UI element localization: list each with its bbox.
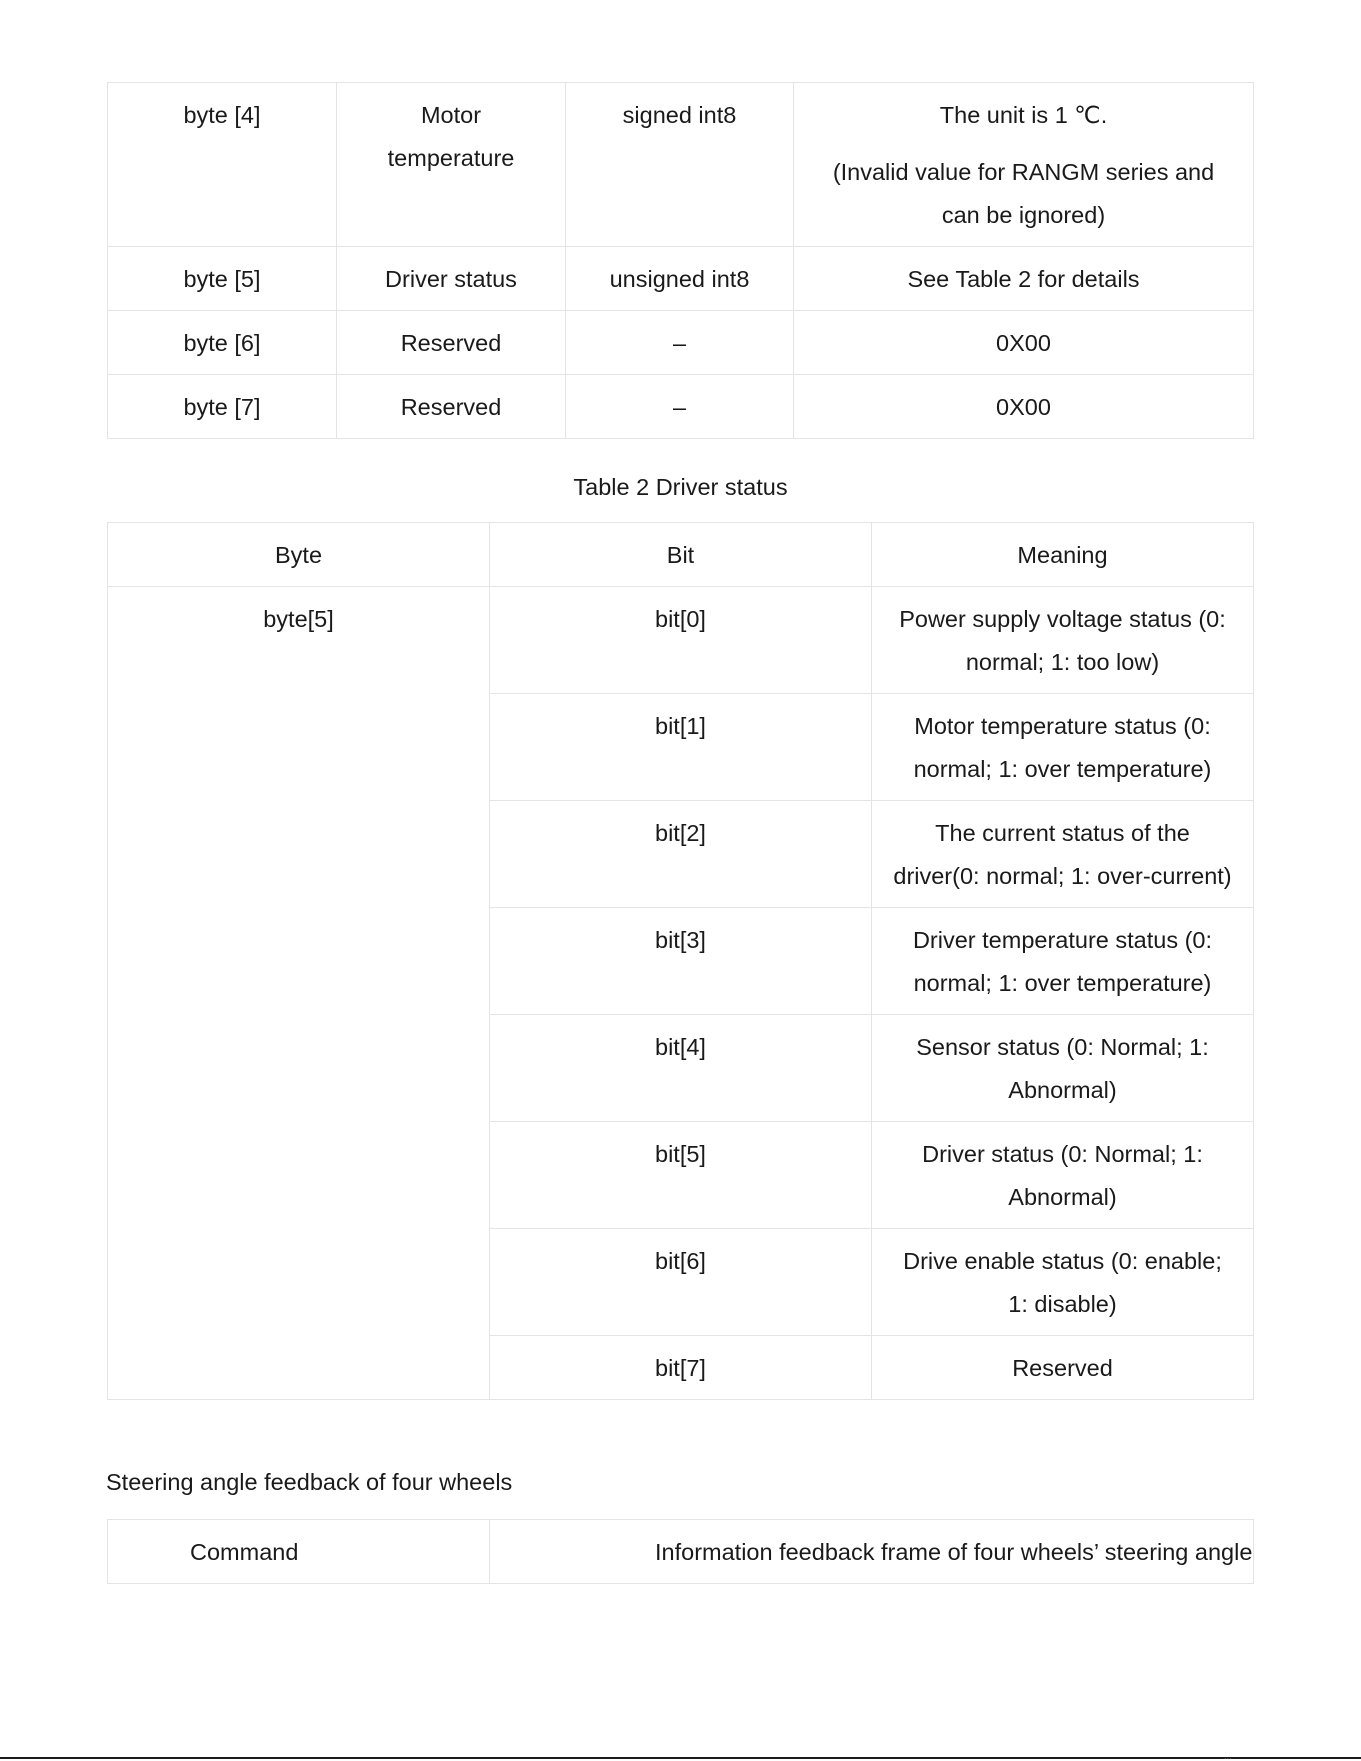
- bit-cell: bit[6]: [490, 1229, 872, 1336]
- description-text: The unit is 1 ℃.: [939, 102, 1108, 128]
- table-row: [108, 311, 1254, 375]
- bit-cell: bit[5]: [490, 1122, 872, 1229]
- meaning-cell: Sensor status (0: Normal; 1: Abnormal): [872, 1015, 1254, 1122]
- field-name-cell: Reserved: [337, 375, 566, 439]
- meaning-cell: Driver temperature status (0: normal; 1: over temperature): [872, 908, 1254, 1015]
- field-name-line: temperature: [387, 145, 515, 171]
- byte-definition-table: [107, 82, 1254, 439]
- description-cell: 0X00: [794, 375, 1254, 439]
- section-heading: Steering angle feedback of four wheels: [106, 1469, 513, 1495]
- description-cell: See Table 2 for details: [794, 247, 1254, 311]
- command-label-cell: Command: [108, 1520, 490, 1584]
- bit-cell: bit[3]: [490, 908, 872, 1015]
- bit-cell: bit[2]: [490, 801, 872, 908]
- meaning-cell: Drive enable status (0: enable; 1: disable): [872, 1229, 1254, 1336]
- bit-cell: bit[4]: [490, 1015, 872, 1122]
- bit-cell: bit[7]: [490, 1336, 872, 1400]
- table-row: [108, 83, 1254, 247]
- field-name-line: Motor: [420, 102, 482, 128]
- table-header-row: [108, 523, 1254, 587]
- page-mark: ...: [1224, 1751, 1232, 1761]
- meaning-cell: Power supply voltage status (0: normal; 1: too low): [872, 587, 1254, 694]
- byte-cell: byte [5]: [108, 247, 337, 311]
- table-caption: Table 2 Driver status: [573, 474, 788, 500]
- byte-cell: byte [4]: [108, 83, 337, 247]
- data-type-cell: –: [566, 375, 794, 439]
- table-row: [108, 587, 1254, 694]
- data-type-cell: –: [566, 311, 794, 375]
- page-bottom-rule: [0, 1757, 1361, 1759]
- field-name-cell: Reserved: [337, 311, 566, 375]
- table-row: [108, 247, 1254, 311]
- command-value-cell: Information feedback frame of four wheels’ steering angle: [490, 1520, 1254, 1584]
- meaning-cell: Motor temperature status (0: normal; 1: over temperature): [872, 694, 1254, 801]
- byte-cell: byte[5]: [108, 587, 490, 1400]
- description-cell: [794, 83, 1254, 247]
- table-row: [108, 1520, 1254, 1584]
- byte-cell: byte [6]: [108, 311, 337, 375]
- bit-cell: bit[0]: [490, 587, 872, 694]
- field-name-cell: [337, 83, 566, 247]
- meaning-cell: Driver status (0: Normal; 1: Abnormal): [872, 1122, 1254, 1229]
- data-type-cell: signed int8: [566, 83, 794, 247]
- meaning-cell: The current status of the driver(0: normal; 1: over-current): [872, 801, 1254, 908]
- column-header-byte: Byte: [108, 523, 490, 587]
- field-name-cell: Driver status: [337, 247, 566, 311]
- description-note: (Invalid value for RANGM series and can be ignored): [832, 159, 1215, 228]
- column-header-bit: Bit: [490, 523, 872, 587]
- command-table: [107, 1519, 1254, 1584]
- driver-status-table: [107, 522, 1254, 1400]
- table-row: [108, 375, 1254, 439]
- byte-cell: byte [7]: [108, 375, 337, 439]
- data-type-cell: unsigned int8: [566, 247, 794, 311]
- meaning-cell: Reserved: [872, 1336, 1254, 1400]
- column-header-meaning: Meaning: [872, 523, 1254, 587]
- bit-cell: bit[1]: [490, 694, 872, 801]
- description-cell: 0X00: [794, 311, 1254, 375]
